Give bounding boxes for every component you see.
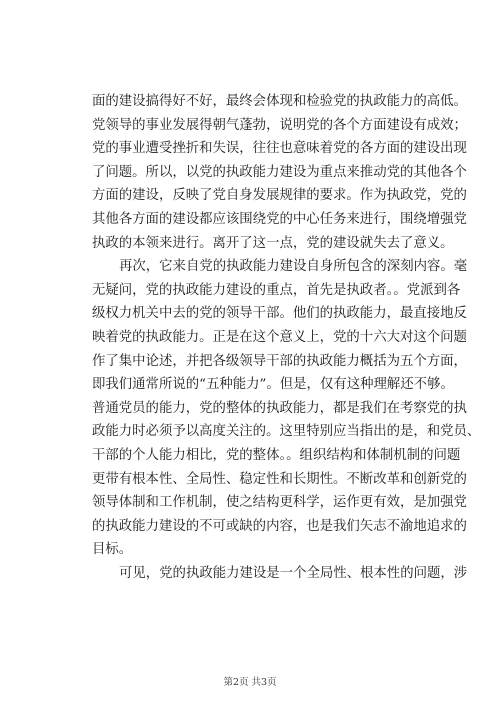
text-line: 无疑问，党的执政能力建设的重点，首先是执政者。。党派到各 [92,282,461,298]
text-line: 执政的本领来进行。离开了这一点，党的建设就失去了意义。 [92,235,454,251]
text-line: 政能力时必须予以高度关注的。这里特别应当指出的是，和党员、 [92,424,481,440]
text-line: 面的建设搞得好不好，最终会体现和检验党的执政能力的高低。 [92,94,467,109]
document-body [92,90,481,585]
text-line: 干部的个人能力相比，党的整体。。组织结构和体制机制的问题 [92,447,461,463]
text-line: 党的事业遭受挫折和失误，往往也意味着党的各方面的建设出现 [92,141,467,157]
paragraph-first-line: 再次，它来自党的执政能力建设自身所包含的深刻内容。毫 [119,259,468,275]
paragraph-first-line: 可见，党的执政能力建设是一个全局性、根本性的问题，涉 [119,565,468,581]
text-line: 目标。 [92,542,133,558]
text-line: 映着党的执政能力。正是在这个意义上，党的十六大对这个问题 [92,329,467,345]
text-line: 方面的建设，反映了党自身发展规律的要求。作为执政党，党的 [92,188,467,204]
text-line: 领导体制和工作机制，使之结构更科学，运作更有效，是加强党 [92,495,467,511]
text-line: 更带有根本性、全局性、稳定性和长期性。不断改革和创新党的 [92,471,467,487]
text-line: 党领导的事业发展得朝气蓬勃，说明党的各个方面建设有成效； [92,117,467,133]
page-number-label: 第2页 共3页 [223,677,277,688]
text-line: 作了集中论述，并把各级领导干部的执政能力概括为五个方面， [92,353,467,369]
text-line: 的执政能力建设的不可或缺的内容，也是我们矢志不渝地追求的 [92,518,467,534]
text-line: 即我们通常所说的“五种能力”。但是，仅有这种理解还不够。 [92,377,454,393]
text-line: 级权力机关中去的党的领导干部。他们的执政能力，最直接地反 [92,306,467,322]
text-line: 了问题。所以，以党的执政能力建设为重点来推动党的其他各个 [92,164,467,180]
text-line: 其他各方面的建设都应该围绕党的中心任务来进行，围绕增强党 [92,211,467,227]
page-footer [0,677,500,689]
text-line: 普通党员的能力，党的整体的执政能力，都是我们在考察党的执 [92,400,467,416]
